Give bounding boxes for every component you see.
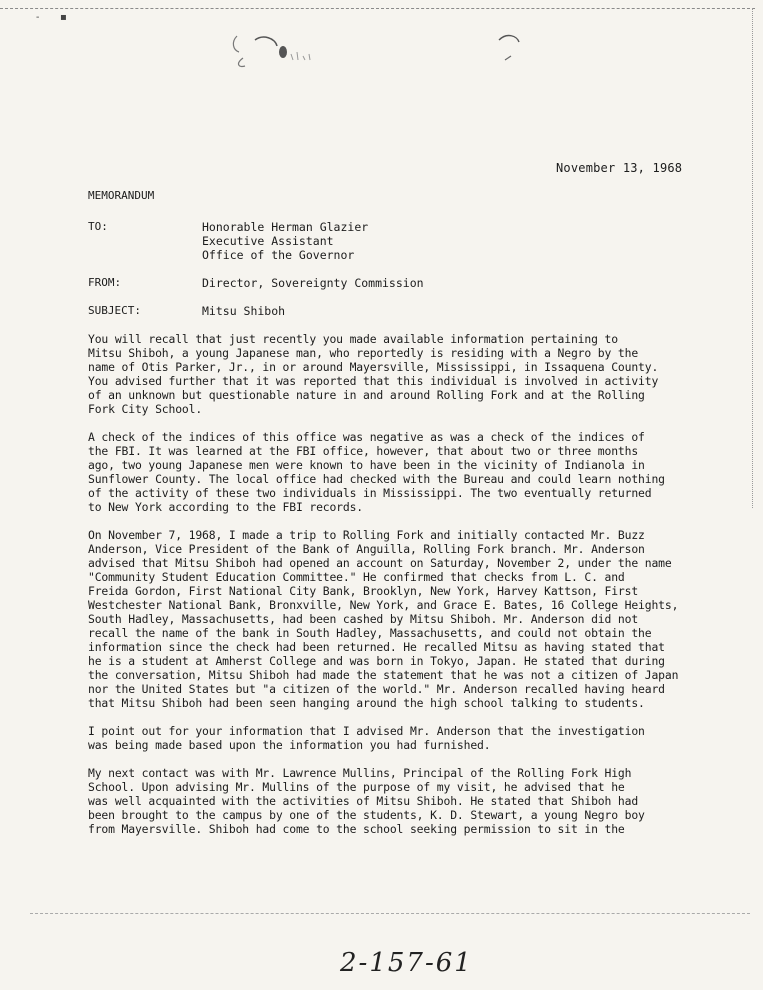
right-margin-line [752,8,753,508]
paragraph-advised: I point out for your information that I advised Mr. Anderson that the investigation was being made based upon the information you had furnished. [88,724,645,752]
paragraph-bank-visit: On November 7, 1968, I made a trip to Rolling Fork and initially contacted Mr. Buzz Anderson, Vice President of the Bank of Anguilla, Rolling Fork branch. Mr. Anderson advised that Mitsu Shiboh had opened an account on Saturday, November 2, under the name "Community Student Education Committee." He confirmed that checks from L. C. and Freida Gordon, First National City Bank, Brooklyn, New York, Harvey Kattson, First Westchester National Bank, Bronxville, New York, and Grace E. Bates, 16 College Heights, South Hadley, Massachusetts, had been cashed by Mitsu Shiboh. Mr. Anderson did not recall the name of the bank in South Hadley, Massachusetts, and could not obtain the information since the check had been returned. He recalled Mitsu as having stated that he is a student at Amherst College and was born in Tokyo, Japan. He stated that during the conversation, Mitsu Shiboh had made the statement that he was not a citizen of Japan nor the United States but "a citizen of the world." Mr. Anderson recalled having heard that Mitsu Shiboh had been seen hanging around the high school talking to students. [88,528,679,710]
paragraph-recall: You will recall that just recently you made available information pertaining to Mitsu Shiboh, a young Japanese man, who reportedly is residing with a Negro by the name of Otis Parker, Jr., in or around Mayersville, Mississippi, in Issaquena County. You advised further that it was reported that this individual is involved in activity of an unknown but questionable nature in and around Rolling Fork and at the Rolling Fork City School. [88,332,659,416]
to-line-2: Executive Assistant [202,234,334,248]
memo-date: November 13, 1968 [556,161,683,175]
paragraph-indices-check: A check of the indices of this office was negative as was a check of the indices of the FBI. It was learned at the FBI office, however, that about two or three months ago, two young Japanese men were known to have been in the vicinity of Indianola in Sunflower County. The local office had checked with the Bureau and could learn nothing of the activity of these two individuals in Mississippi. The two eventually returned to New York according to the FBI records. [88,430,665,514]
edge-mark-top-left: - [36,12,40,23]
to-label: TO: [88,220,108,233]
to-line-3: Office of the Governor [202,248,355,262]
footer-line [30,913,750,914]
stamp-smudge-mark [225,28,325,78]
from-value: Director, Sovereignty Commission [202,276,424,290]
to-recipient [202,220,368,262]
corner-smudge-mark [495,30,525,70]
memorandum-label: MEMORANDUM [88,189,155,202]
subject-label: SUBJECT: [88,304,141,317]
paragraph-principal-contact: My next contact was with Mr. Lawrence Mullins, Principal of the Rolling Fork High School. Upon advising Mr. Mullins of the purpose of my visit, he advised that he was well acquainted with the activities of Mitsu Shiboh. He stated that Shiboh had been brought to the campus by one of the students, K. D. Stewart, a young Negro boy from Mayersville. Shiboh had come to the school seeking permission to sit in the [88,766,645,836]
to-line-1: Honorable Herman Glazier [202,220,369,234]
memo-body [88,332,748,850]
handwritten-file-number: 2-157-61 [340,948,473,978]
subject-value: Mitsu Shiboh [202,304,286,318]
top-border-line [0,8,755,9]
edge-mark-left: ▪ [60,12,67,23]
from-label: FROM: [88,276,122,289]
